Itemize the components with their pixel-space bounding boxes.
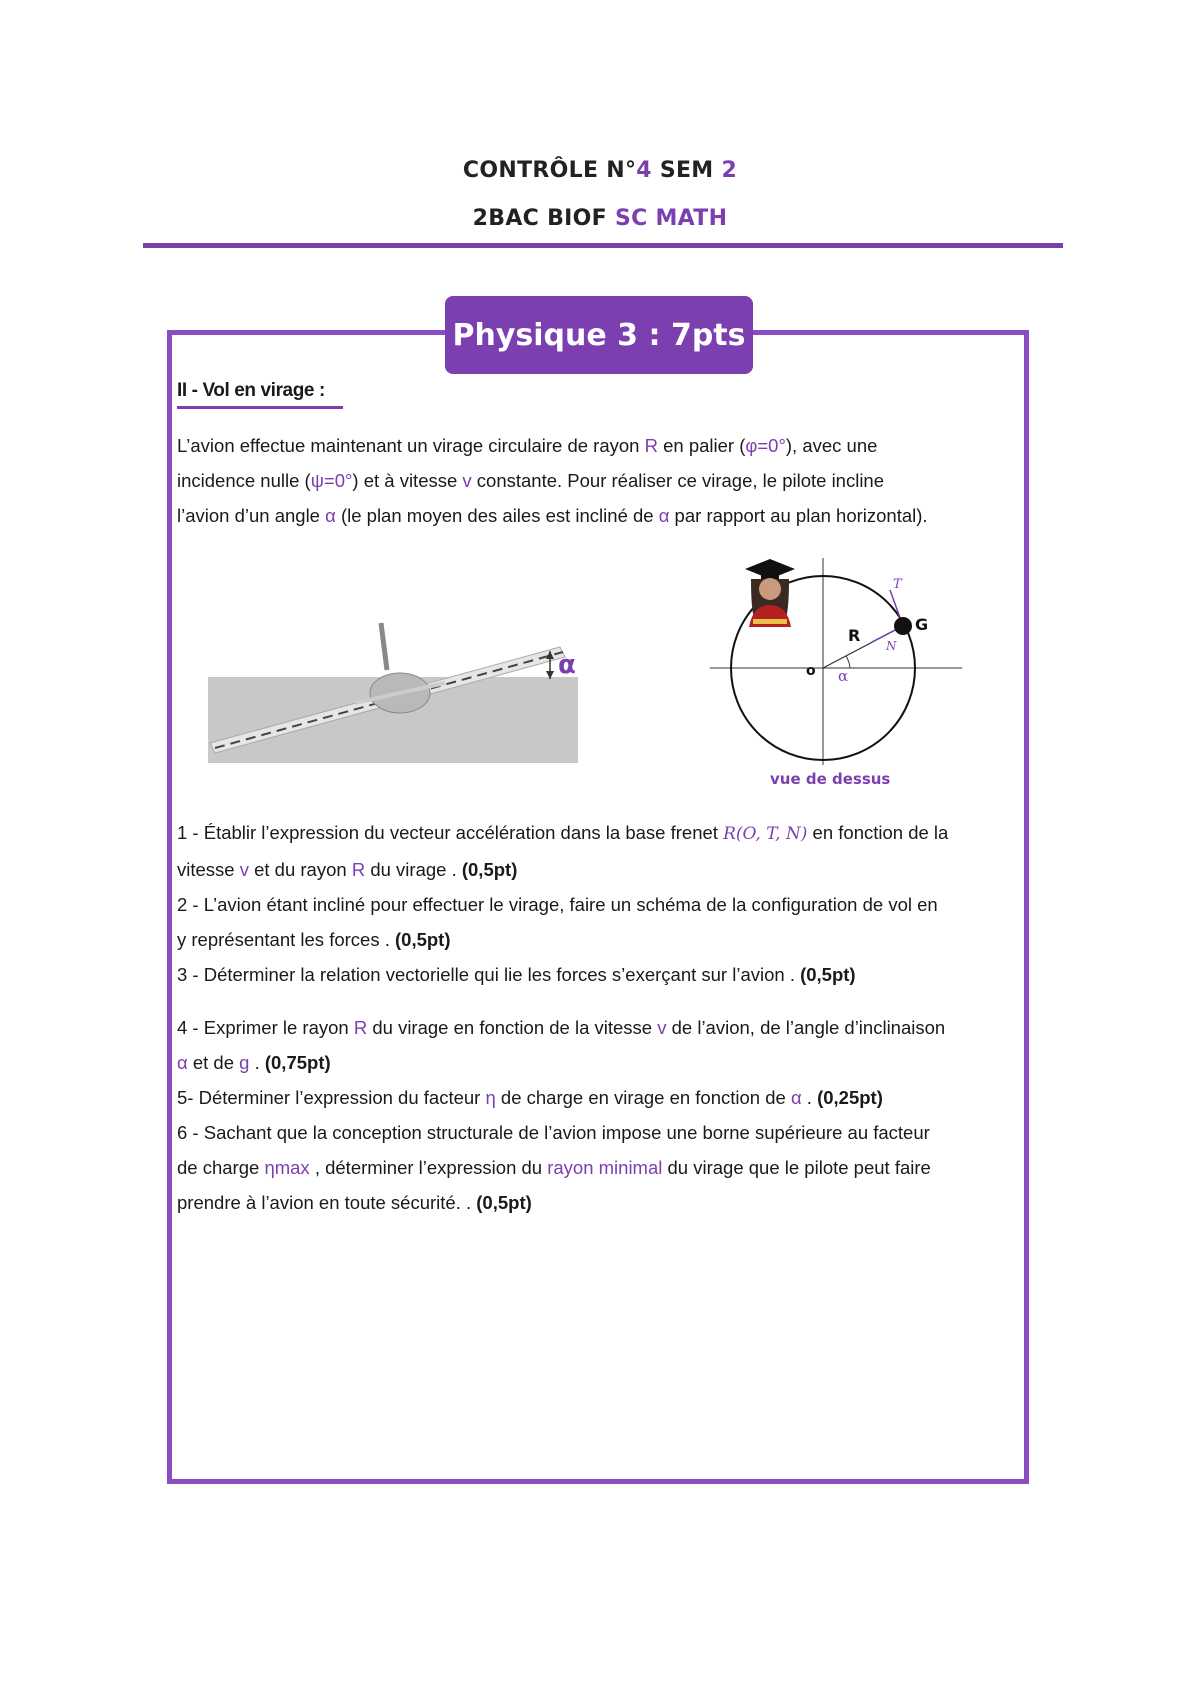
intro-line-1: L’avion effectue maintenant un virage circulaire de rayon R en palier (φ=0°), avec une <box>177 435 878 456</box>
intro-line-2: incidence nulle (ψ=0°) et à vitesse v constante. Pour réaliser ce virage, le pilote incline <box>177 470 885 491</box>
intro-line-3: l’avion d’un angle α (le plan moyen des ailes est incliné de α par rapport au plan horizontal). <box>177 505 928 526</box>
title-number: 4 <box>636 158 652 183</box>
question-1-line-2: vitesse v et du rayon R du virage . (0,5pt) <box>177 859 518 880</box>
title-sem-number: 2 <box>721 158 738 183</box>
intro-paragraph <box>177 428 1017 533</box>
label-N: N <box>886 639 897 653</box>
question-3: 3 - Déterminer la relation vectorielle qui lie les forces s’exerçant sur l’avion . (0,5pt) <box>177 964 856 985</box>
label-R: R <box>848 626 861 645</box>
question-4-line-2: α et de g . (0,75pt) <box>177 1052 331 1073</box>
label-T: T <box>893 577 902 592</box>
point-G <box>894 617 912 635</box>
title-text: CONTRÔLE N° <box>462 158 637 183</box>
header-divider <box>143 243 1063 248</box>
section-heading-underline <box>177 406 343 409</box>
graduate-avatar-image <box>735 557 805 627</box>
airplane-bank-figure <box>205 615 595 765</box>
question-6-line-2: de charge ηmax , déterminer l’expression du rayon minimal du virage que le pilote peut faire <box>177 1157 931 1178</box>
exam-class <box>0 206 1200 231</box>
face <box>759 578 781 600</box>
figure-caption: vue de dessus <box>770 770 891 788</box>
label-O: o <box>806 663 816 679</box>
questions-block <box>177 815 1027 1220</box>
tail-fin <box>381 623 387 670</box>
question-1-line-1: 1 - Établir l’expression du vecteur accélération dans la base frenet R(O, T, N) en fonction de la <box>177 822 949 844</box>
label-alpha: α <box>838 667 849 685</box>
class-text: 2BAC BIOF <box>472 206 615 231</box>
question-6-line-1: 6 - Sachant que la conception structurale de l’avion impose une borne supérieure au facteur <box>177 1122 930 1143</box>
label-G: G <box>915 615 929 634</box>
question-4-line-1: 4 - Exprimer le rayon R du virage en fonction de la vitesse v de l’avion, de l’angle d’inclinaison <box>177 1017 946 1038</box>
title-sem: SEM <box>651 158 722 183</box>
section-heading: II - Vol en virage : <box>177 380 325 401</box>
class-track: SC MATH <box>614 206 728 231</box>
question-6-line-3: prendre à l’avion en toute sécurité. . (0,5pt) <box>177 1192 532 1213</box>
question-5: 5- Déterminer l’expression du facteur η de charge en virage en fonction de α . (0,25pt) <box>177 1087 883 1108</box>
exam-title <box>0 158 1200 183</box>
question-2-line-2: y représentant les forces . (0,5pt) <box>177 929 451 950</box>
question-2-line-1: 2 - L’avion étant incliné pour effectuer le virage, faire un schéma de la configuration de vol en <box>177 894 938 915</box>
angle-alpha-label: α <box>558 650 576 680</box>
section-badge: Physique 3 : 7pts <box>445 296 753 374</box>
